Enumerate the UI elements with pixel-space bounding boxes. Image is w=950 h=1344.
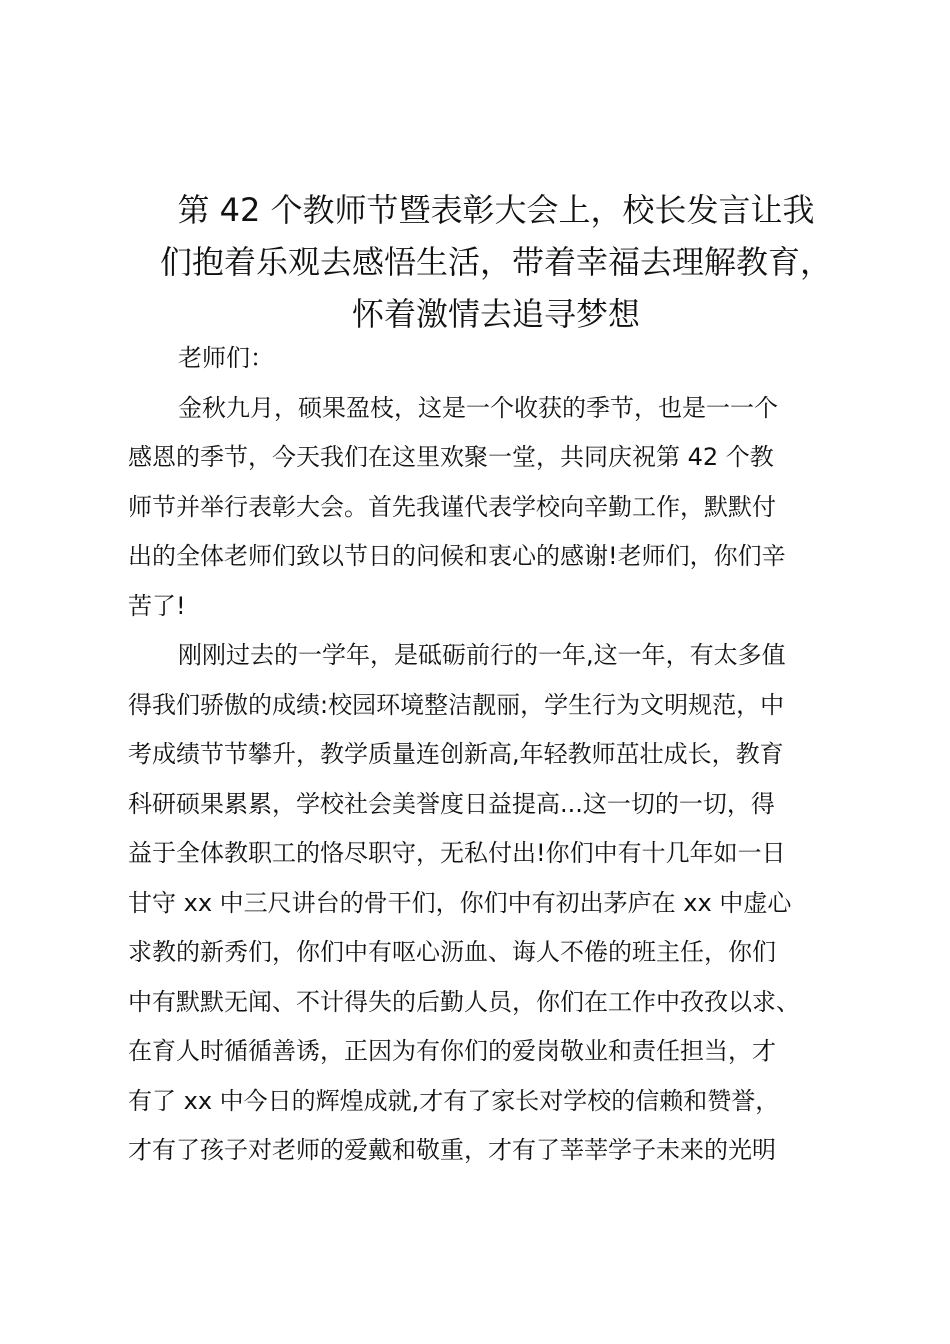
- document-body: [128, 334, 848, 1176]
- title-line: 们抱着乐观去感悟生活，带着幸福去理解教育，: [159, 243, 832, 281]
- paragraph-line: 有了 xx 中今日的辉煌成就,才有了家长对学校的信赖和赞誉，: [128, 1086, 780, 1115]
- paragraph-line: 在育人时循循善诱，正因为有你们的爱岗敬业和责任担当，才: [128, 1037, 776, 1065]
- paragraph-line: 金秋九月，硕果盈枝，这是一个收获的季节，也是一一个: [178, 393, 778, 422]
- paragraph-line: 出的全体老师们致以节日的问候和衷心的感谢!老师们，你们辛: [128, 542, 786, 570]
- paragraph-line: 求教的新秀们，你们中有呕心沥血、诲人不倦的班主任，你们: [128, 938, 776, 966]
- title-line: 第 42 个教师节暨表彰大会上，校长发言让我: [177, 191, 815, 229]
- paragraph-2: [128, 631, 848, 1176]
- paragraph-line: 苦了!: [128, 591, 186, 620]
- paragraph-line: 感恩的季节，今天我们在这里欢聚一堂，共同庆祝第 42 个教: [128, 443, 774, 471]
- paragraph-line: 中有默默无闻、不计得失的后勤人员，你们在工作中孜孜以求、: [128, 987, 800, 1016]
- paragraph-line: 考成绩节节攀升，教学质量连创新高,年轻教师茁壮成长，教育: [128, 740, 784, 768]
- title-line: 怀着激情去追寻梦想: [351, 295, 640, 333]
- paragraph-line: 师节并举行表彰大会。首先我谨代表学校向辛勤工作，默默付: [128, 492, 776, 521]
- paragraph-1: [128, 384, 848, 632]
- salutation: 老师们：: [178, 344, 274, 372]
- paragraph-line: 才有了孩子对老师的爱戴和敬重，才有了莘莘学子未来的光明: [128, 1136, 776, 1164]
- paragraph-line: 科研硕果累累，学校社会美誉度日益提高...这一切的一切，得: [128, 789, 775, 818]
- paragraph-line: 甘守 xx 中三尺讲台的骨干们，你们中有初出茅庐在 xx 中虚心: [128, 888, 792, 917]
- paragraph-line: 益于全体教职工的恪尽职守，无私付出!你们中有十几年如一日: [128, 839, 786, 867]
- paragraph-line: 得我们骄傲的成绩:校园环境整洁靓丽，学生行为文明规范，中: [128, 690, 785, 719]
- paragraph-line: 刚刚过去的一学年，是砥砺前行的一年,这一年，有太多值: [178, 641, 786, 669]
- document-title: [126, 184, 866, 340]
